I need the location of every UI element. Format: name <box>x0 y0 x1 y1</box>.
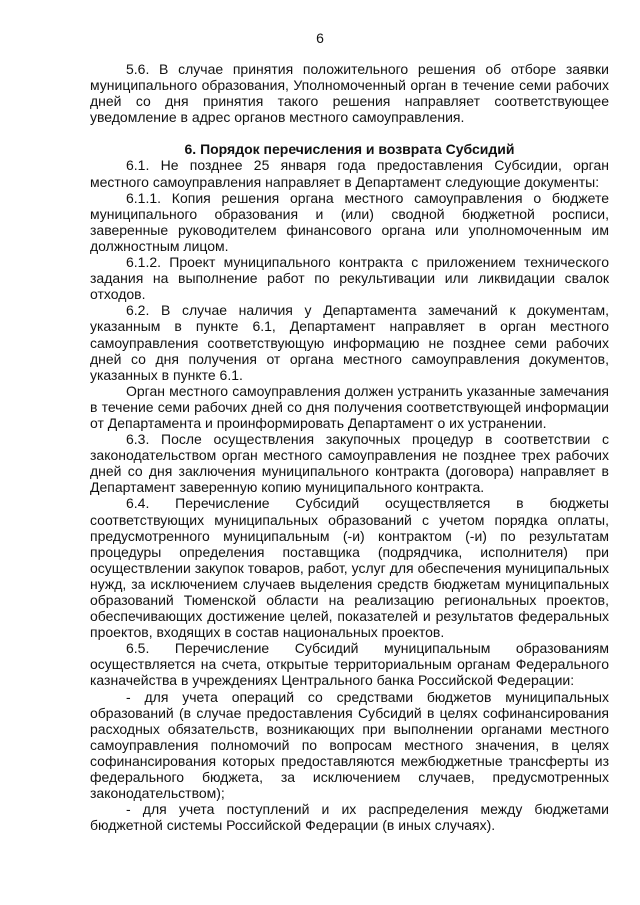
paragraph-6-1: 6.1. Не позднее 25 января года предоставления Субсидии, орган местного самоуправления направляет в Департамент следующие документы: <box>90 157 609 190</box>
paragraph-6-1-1: 6.1.1. Копия решения органа местного самоуправления о бюджете муниципального образования и (или) сводной бюджетной росписи, заверенные руководителем финансового органа или уполномоченным им должностным лицом. <box>90 189 609 254</box>
document-body <box>90 61 609 833</box>
paragraph-6-5: 6.5. Перечисление Субсидий муниципальным образованиям осуществляется на счета, открытые территориальным органам Федерального казначейства в учреждениях Центрального банка Российской Федерации: <box>90 640 609 689</box>
page-number: 6 <box>316 30 324 46</box>
list-item-budget-system: - для учета поступлений и их распределения между бюджетами бюджетной системы Российской Федерации (в иных случаях). <box>90 801 609 834</box>
paragraph-5-6: 5.6. В случае принятия положительного решения об отборе заявки муниципального образования, Уполномоченный орган в течение семи рабочих дней со дня принятия такого решения направляет соответствующее уведомление в адрес органов местного самоуправления. <box>90 61 609 126</box>
paragraph-6-2-remarks: Орган местного самоуправления должен устранить указанные замечания в течение семи рабочих дней со дня получения соответствующей информации от Департамента и проинформировать Департамент о их устранении. <box>90 382 609 431</box>
section-heading-6: 6. Порядок перечисления и возврата Субсидий <box>184 141 515 158</box>
list-item-municipal-budgets: - для учета операций со средствами бюджетов муниципальных образований (в случае предоставления Субсидий в целях софинансирования расходных обязательств, возникающих при выполнении органами местного самоуправления полномочий по вопросам местного значения, в целях софинансирования которых предоставляются межбюджетные трансферты из федерального бюджета, за исключением случаев, предусмотренных законодательством); <box>90 688 609 802</box>
paragraph-6-3: 6.3. После осуществления закупочных процедур в соответствии с законодательством орган местного самоуправления не позднее трех рабочих дней со дня заключения муниципального контракта (договора) направляет в Департамент заверенную копию муниципального контракта. <box>90 431 609 496</box>
paragraph-6-4: 6.4. Перечисление Субсидий осуществляется в бюджеты соответствующих муниципальных образований с учетом порядка оплаты, предусмотренного муниципальным (-и) контрактом (-и) по результатам процедуры определения поставщика (подрядчика, исполнителя) при осуществлении закупок товаров, работ, услуг для обеспечения муниципальных нужд, за исключением случаев выделения средств бюджетам муниципальных образований Тюменской области на реализацию региональных проектов, обеспечивающих достижение целей, показателей и результатов федеральных проектов, входящих в состав национальных проектов. <box>90 495 609 641</box>
paragraph-6-1-2: 6.1.2. Проект муниципального контракта с приложением технического задания на выполнение работ по рекультивации или ликвидации свалок отходов. <box>90 254 609 303</box>
paragraph-6-2: 6.2. В случае наличия у Департамента замечаний к документам, указанным в пункте 6.1, Департамент направляет в орган местного самоуправления соответствующую информацию не позднее семи рабочих дней со дня получения от органа местного самоуправления документов, указанных в пункте 6.1. <box>90 302 609 383</box>
